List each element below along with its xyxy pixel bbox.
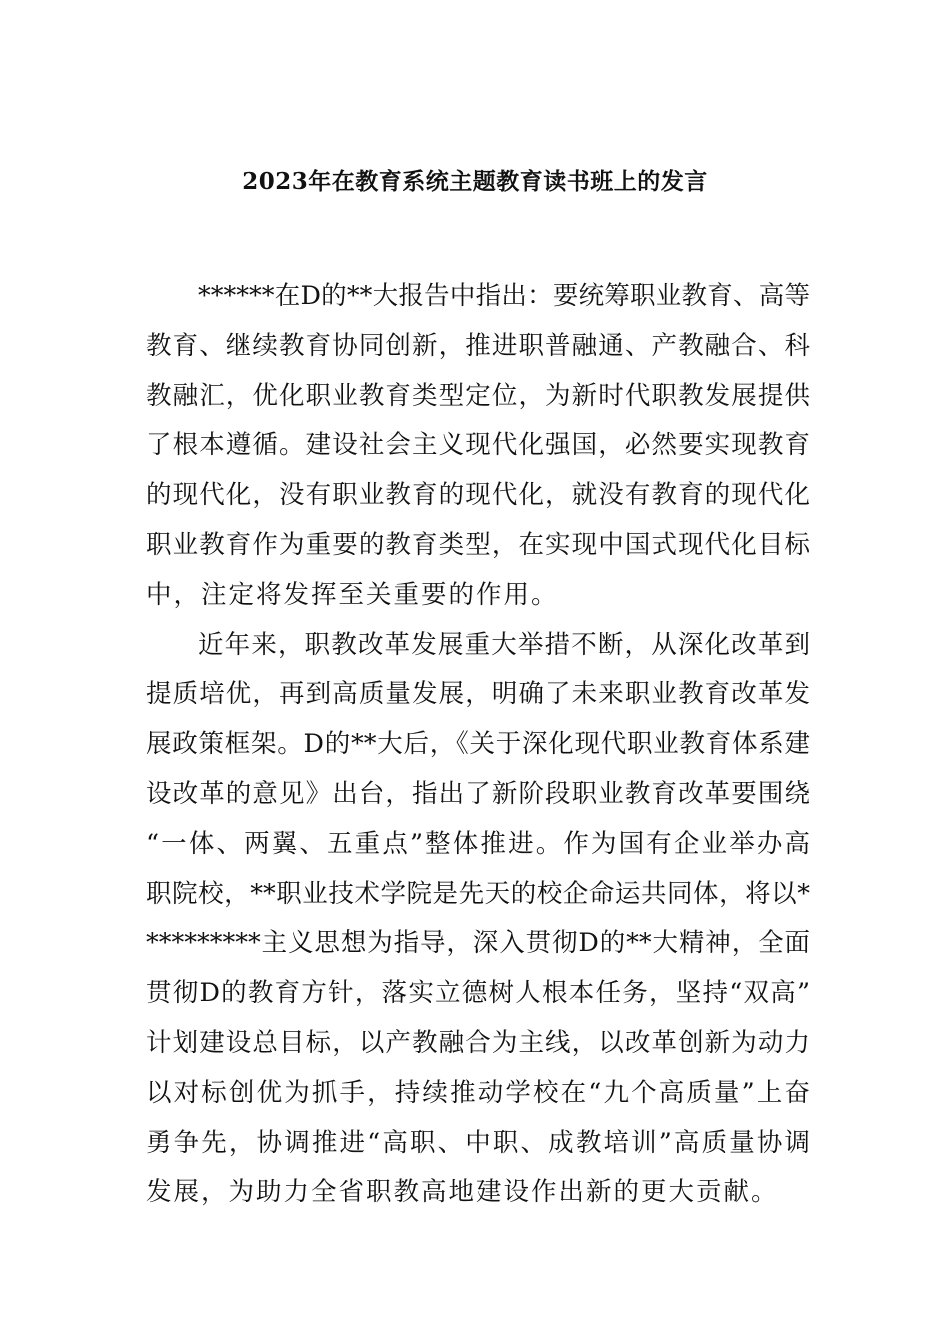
text-line: *********主义思想为指导，深入贯彻D的**大精神，全面 xyxy=(146,928,810,959)
text-line: 职院校，**职业技术学院是先天的校企命运共同体，将以* xyxy=(146,878,810,909)
text-line: 近年来，职教改革发展重大举措不断，从深化改革到 xyxy=(198,629,810,660)
text-line: 设改革的意见》出台，指出了新阶段职业教育改革要围绕 xyxy=(146,778,810,809)
text-line: 教育、继续教育协同创新，推进职普融通、产教融合、科 xyxy=(146,330,810,361)
document-body xyxy=(146,276,810,1222)
text-line: 提质培优，再到高质量发展，明确了未来职业教育改革发 xyxy=(146,679,810,710)
text-line: 计划建设总目标，以产教融合为主线，以改革创新为动力 xyxy=(146,1027,810,1058)
text-line: 中，注定将发挥至关重要的作用。 xyxy=(146,579,559,610)
text-line: 的现代化，没有职业教育的现代化，就没有教育的现代化 xyxy=(146,480,810,511)
document-title: 2023年在教育系统主题教育读书班上的发言 xyxy=(242,168,708,195)
text-line: 教融汇，优化职业教育类型定位，为新时代职教发展提供 xyxy=(146,380,810,411)
text-line: “一体、两翼、五重点”整体推进。作为国有企业举办高 xyxy=(146,828,810,859)
text-line: 了根本遵循。建设社会主义现代化强国，必然要实现教育 xyxy=(146,430,810,461)
text-line: 发展，为助力全省职教高地建设作出新的更大贡献。 xyxy=(146,1177,779,1208)
text-line: 职业教育作为重要的教育类型，在实现中国式现代化目标 xyxy=(146,529,810,560)
text-line: 以对标创优为抓手，持续推动学校在“九个高质量”上奋 xyxy=(146,1077,810,1108)
text-line: 勇争先，协调推进“高职、中职、成教培训”高质量协调 xyxy=(146,1127,810,1158)
text-line: 展政策框架。D的**大后，《关于深化现代职业教育体系建 xyxy=(146,729,810,760)
text-line: 贯彻D的教育方针，落实立德树人根本任务，坚持“双高” xyxy=(146,978,810,1009)
text-line: ******在D的**大报告中指出：要统筹职业教育、高等 xyxy=(198,281,810,311)
